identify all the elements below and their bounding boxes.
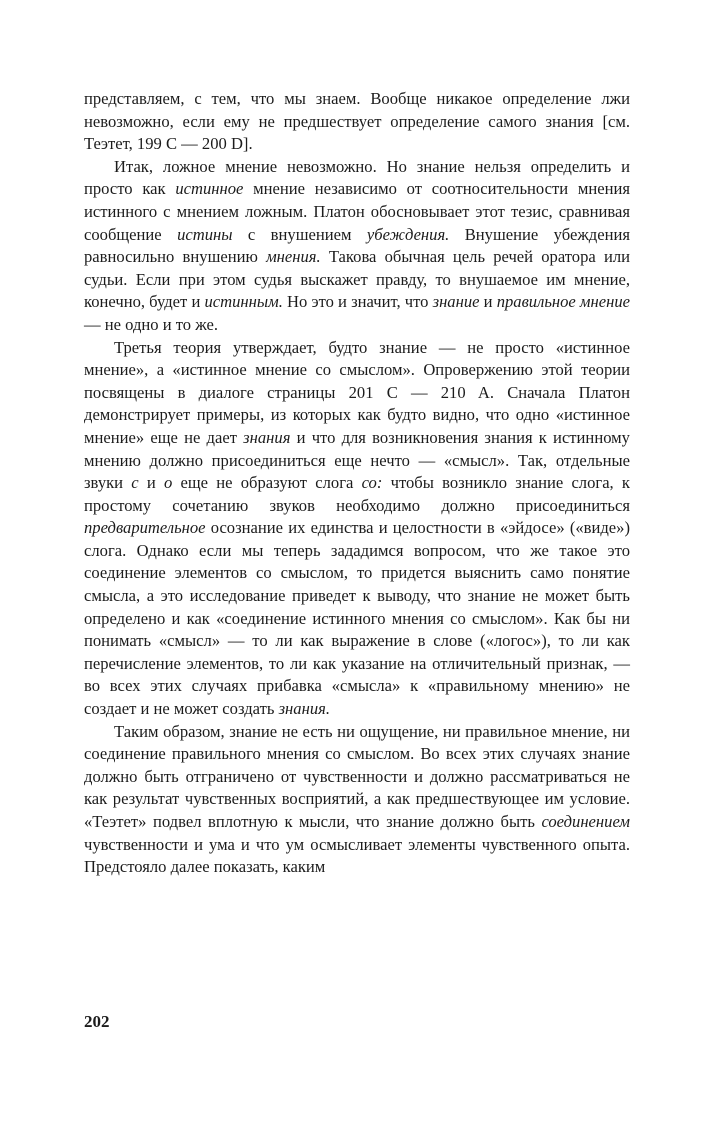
- paragraph: [84, 88, 630, 156]
- italic-emphasis: со:: [361, 473, 383, 493]
- text-run: мнение независимо от соотносительности мнения истинного с мнением ложным. Платон обосновывает этот тезис, сравнивая сообщение: [84, 179, 630, 244]
- text-run: еще не образуют слога: [172, 473, 362, 493]
- text-run: Но это и значит, что: [282, 292, 433, 312]
- italic-emphasis: знания.: [278, 699, 330, 719]
- italic-emphasis: истины: [177, 224, 233, 244]
- text-run: Третья теория утверждает, будто знание — не просто «истинное мнение», а «истинное мнение со смыслом». Опровержению этой теории посвящены в диалоге страницы 201 C — 210 A. Сначала Платон демонстрирует примеры, из которых как будто видно, что одно «истинное мнение» еще не дает: [84, 337, 630, 447]
- text-run: осознание их единства и целостности в «эйдосе» («виде») слога. Однако если мы теперь зададимся вопросом, что же такое это соединение элементов со смыслом, то придется выяснить само понятие смысла, а это исследование приведет к выводу, что знание не может быть определено и как «соединение истинного мнения со смыслом». Как бы ни понимать «смысл» — то ли как выражение в слове («логос»), то ли как перечисление элементов, то ли как указание на отличительный признак, — во всех этих случаях прибавка «смысла» к «правильному мнению» не создает и не может создать: [84, 518, 630, 719]
- text-run: с внушением: [232, 224, 367, 244]
- text-run: чтобы возникло знание слога, к простому сочетанию звуков необходимо должно присоединиться: [84, 473, 630, 515]
- italic-emphasis: убеждения.: [366, 224, 450, 244]
- text-run: и что для возникновения знания к истинному мнению должно присоединиться еще нечто — «смысл». Так, отдельные звуки: [84, 427, 630, 493]
- italic-emphasis: знание: [432, 292, 480, 312]
- italic-emphasis: о: [164, 473, 173, 493]
- italic-emphasis: соединением: [541, 812, 630, 831]
- text-run: Такова обычная цель речей оратора или судьи. Если при этом судья выскажет правду, то внушаемое им мнение, конечно, будет и: [84, 247, 630, 312]
- text-run: Внушение убеждения равносильно внушению: [84, 224, 630, 267]
- text-run: и: [138, 473, 164, 493]
- text-run: Итак, ложное мнение невозможно. Но знание нельзя определить и просто как: [84, 156, 630, 199]
- text-run: представляем, с тем, что мы знаем. Вообще никакое определение лжи невозможно, если ему не предшествует определение самого знания [см. Теэтет, 199 C — 200 D].: [84, 89, 630, 154]
- italic-emphasis: знания: [243, 427, 291, 447]
- italic-emphasis: истинное: [175, 179, 244, 199]
- italic-emphasis: с: [131, 473, 139, 493]
- page-number: 202: [84, 1012, 110, 1031]
- text-run: чувственности и ума и что ум осмысливает элементы чувственного опыта. Предстояло далее показать, каким: [84, 834, 630, 877]
- italic-emphasis: предварительное: [84, 518, 206, 538]
- italic-emphasis: мнения.: [266, 247, 321, 267]
- text-run: Таким образом, знание не есть ни ощущение, ни правильное мнение, ни соединение правильного мнения со смыслом. Во всех этих случаях знание должно быть отграничено от чувственности и должно рассматриваться не как результат чувственных восприятий, а как предшествующее им условие. «Теэтет» подвел вплотную к мысли, что знание должно быть: [84, 721, 630, 831]
- paragraph: [84, 156, 630, 337]
- italic-emphasis: правильное мнение: [496, 292, 630, 312]
- paragraph: [84, 721, 630, 879]
- paragraph: [84, 337, 630, 721]
- text-run: — не одно и то же.: [84, 314, 218, 334]
- body-text: [84, 88, 630, 879]
- italic-emphasis: истинным.: [204, 292, 283, 312]
- text-run: и: [479, 292, 497, 312]
